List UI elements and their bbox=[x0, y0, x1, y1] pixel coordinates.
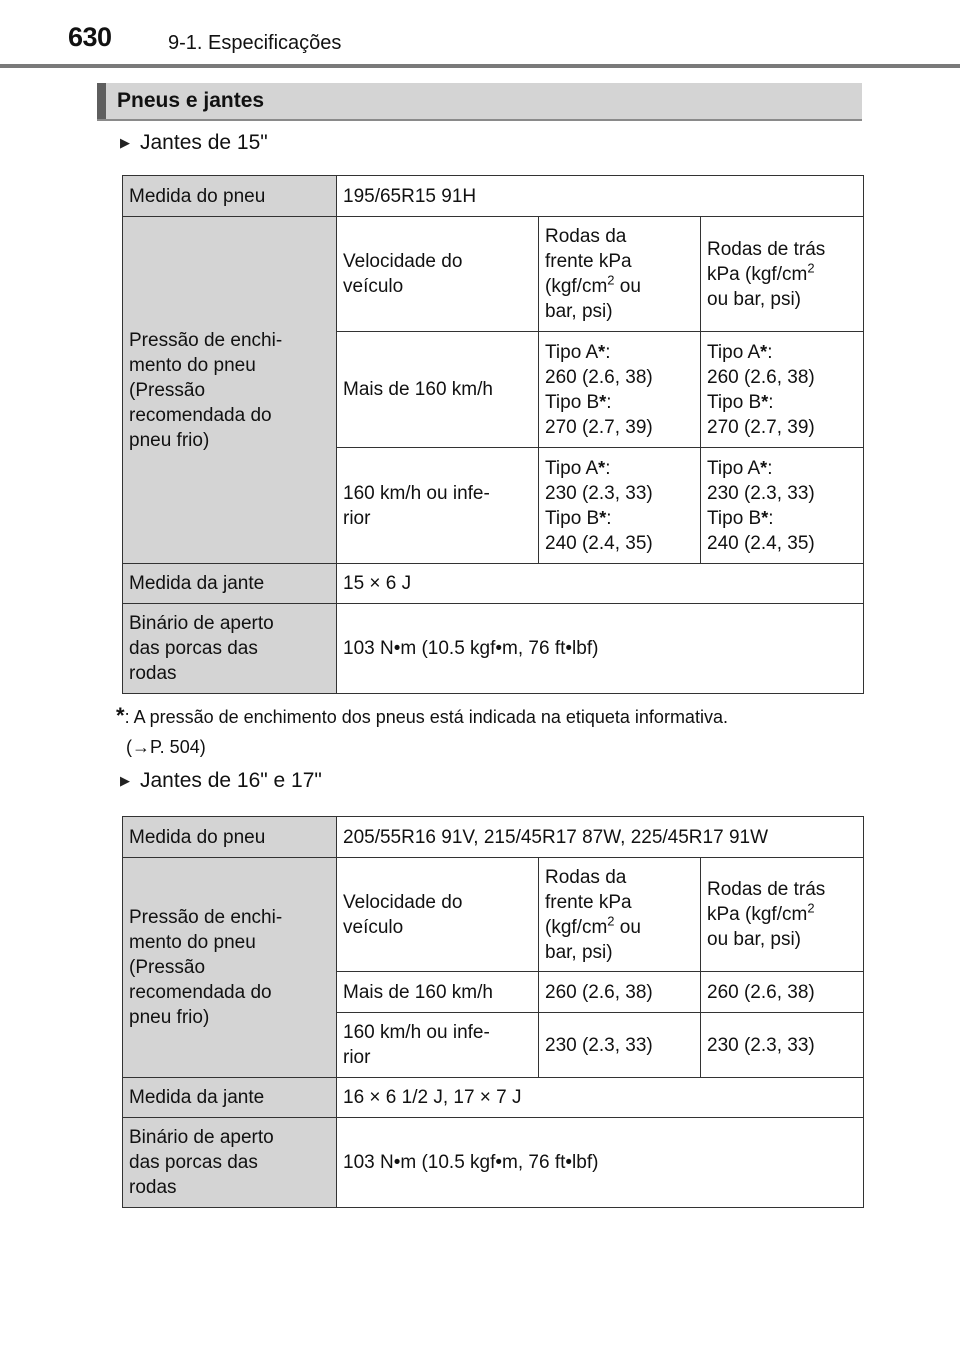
front-header-text: Rodas da frente kPa (kgf/cm bbox=[545, 226, 632, 297]
pressure-value: 230 (2.3, 33) bbox=[545, 482, 653, 504]
asterisk: * bbox=[761, 507, 769, 528]
speed-header-text: Velocidade do veículo bbox=[343, 251, 463, 297]
table-row bbox=[123, 564, 864, 604]
pressure-value: 240 (2.4, 35) bbox=[707, 532, 815, 554]
rear-header-text: ou bar, psi) bbox=[707, 288, 801, 310]
table-row bbox=[123, 1118, 864, 1208]
rim-label: Medida da jante bbox=[123, 1078, 337, 1118]
rear-header bbox=[701, 217, 864, 332]
type-label: Tipo B bbox=[545, 507, 600, 529]
footnote bbox=[116, 702, 876, 762]
rear-header-text: Rodas de trás kPa (kgf/cm bbox=[707, 238, 826, 285]
torque-label bbox=[123, 1118, 337, 1208]
superscript: 2 bbox=[607, 272, 615, 288]
asterisk: * bbox=[760, 457, 768, 478]
asterisk: * bbox=[599, 507, 607, 528]
header-rule bbox=[0, 64, 960, 68]
triangle-bullet-icon: ▶ bbox=[120, 773, 130, 788]
torque-value: 103 N•m (10.5 kgf•m, 76 ft•lbf) bbox=[337, 604, 864, 694]
speed-header bbox=[337, 217, 539, 332]
speed-value bbox=[337, 448, 539, 564]
speed-header-text: Velocidade do veículo bbox=[343, 891, 463, 938]
table1 bbox=[122, 175, 864, 694]
type-label: Tipo A bbox=[545, 341, 599, 363]
rim-label: Medida da jante bbox=[123, 564, 337, 604]
asterisk: * bbox=[761, 391, 769, 412]
asterisk: * bbox=[598, 341, 606, 362]
speed-value: Mais de 160 km/h bbox=[337, 972, 539, 1013]
table-row bbox=[123, 1078, 864, 1118]
pressure-label bbox=[123, 858, 337, 1078]
rim-value: 16 × 6 1/2 J, 17 × 7 J bbox=[337, 1078, 864, 1118]
heading-title: Pneus e jantes bbox=[117, 89, 265, 112]
rear-header-text: Rodas de trás kPa (kgf/cm bbox=[707, 879, 826, 925]
footnote-line bbox=[116, 702, 876, 732]
triangle-bullet-icon: ▶ bbox=[120, 135, 130, 150]
tire-size-label: Medida do pneu bbox=[123, 176, 337, 217]
table1-subtitle-text: Jantes de 15" bbox=[140, 131, 268, 154]
type-label: Tipo B bbox=[707, 507, 762, 529]
pressure-label bbox=[123, 217, 337, 564]
asterisk: * bbox=[598, 457, 606, 478]
pressure-value: 270 (2.7, 39) bbox=[707, 416, 815, 438]
front-pressure: Tipo A*: 260 (2.6, 38) Tipo B*: 270 (2.7, 39) bbox=[539, 332, 701, 448]
pressure-label-text: Pressão de enchi- mento do pneu (Pressão recomendada do pneu frio) bbox=[129, 329, 283, 451]
pressure-value: 240 (2.4, 35) bbox=[545, 532, 653, 554]
torque-label bbox=[123, 604, 337, 694]
pressure-label-text: Pressão de enchi- mento do pneu (Pressão recomendada do pneu frio) bbox=[129, 907, 283, 1028]
table2 bbox=[122, 816, 864, 1208]
pressure-value: 260 (2.6, 38) bbox=[707, 366, 815, 388]
table-row bbox=[123, 604, 864, 694]
rim-value: 15 × 6 J bbox=[337, 564, 864, 604]
speed-value bbox=[337, 1013, 539, 1078]
table2-subtitle bbox=[120, 769, 322, 793]
rear-header bbox=[701, 858, 864, 972]
section-title: 9-1. Especificações bbox=[168, 32, 342, 54]
table1-subtitle bbox=[120, 131, 268, 155]
tire-size-value: 195/65R15 91H bbox=[337, 176, 864, 217]
tire-size-value: 205/55R16 91V, 215/45R17 87W, 225/45R17 91W bbox=[337, 817, 864, 858]
front-pressure: 260 (2.6, 38) bbox=[539, 972, 701, 1013]
table-row bbox=[123, 217, 864, 332]
front-header bbox=[539, 858, 701, 972]
pressure-value: 230 (2.3, 33) bbox=[707, 482, 815, 504]
type-label: Tipo A bbox=[707, 457, 761, 479]
asterisk: * bbox=[760, 341, 768, 362]
speed-header bbox=[337, 858, 539, 972]
torque-label-text: Binário de aperto das porcas das rodas bbox=[129, 613, 274, 684]
type-label: Tipo A bbox=[707, 341, 761, 363]
asterisk: * bbox=[599, 391, 607, 412]
type-label: Tipo B bbox=[707, 391, 762, 413]
speed-value-text: 160 km/h ou infe- rior bbox=[343, 1022, 490, 1068]
footnote-text: : A pressão de enchimento dos pneus está indicada na etiqueta informativa. bbox=[124, 707, 728, 727]
superscript: 2 bbox=[807, 900, 815, 916]
table-row bbox=[123, 817, 864, 858]
rear-pressure: Tipo A*: 260 (2.6, 38) Tipo B*: 270 (2.7, 39) bbox=[701, 332, 864, 448]
table-row bbox=[123, 176, 864, 217]
footnote-asterisk: * bbox=[116, 703, 125, 728]
rear-pressure: 260 (2.6, 38) bbox=[701, 972, 864, 1013]
front-header bbox=[539, 217, 701, 332]
torque-value: 103 N•m (10.5 kgf•m, 76 ft•lbf) bbox=[337, 1118, 864, 1208]
type-label: Tipo A bbox=[545, 457, 599, 479]
front-header-text: ou bar, psi) bbox=[545, 276, 641, 322]
table-row bbox=[123, 858, 864, 972]
footnote-ref-text: (→P. 504) bbox=[126, 737, 206, 757]
rear-pressure: 230 (2.3, 33) bbox=[701, 1013, 864, 1078]
heading-bar bbox=[97, 83, 862, 121]
heading-accent bbox=[97, 83, 106, 119]
pressure-value: 260 (2.6, 38) bbox=[545, 366, 653, 388]
superscript: 2 bbox=[607, 913, 615, 929]
front-pressure: 230 (2.3, 33) bbox=[539, 1013, 701, 1078]
front-header-text: ou bar, psi) bbox=[545, 916, 641, 963]
page-number: 630 bbox=[68, 22, 112, 52]
rear-pressure: Tipo A*: 230 (2.3, 33) Tipo B*: 240 (2.4, 35) bbox=[701, 448, 864, 564]
torque-label-text: Binário de aperto das porcas das rodas bbox=[129, 1127, 274, 1198]
table2-subtitle-text: Jantes de 16" e 17" bbox=[140, 769, 322, 792]
front-header-text: Rodas da frente kPa (kgf/cm bbox=[545, 866, 632, 938]
type-label: Tipo B bbox=[545, 391, 600, 413]
superscript: 2 bbox=[807, 260, 815, 276]
tire-size-label: Medida do pneu bbox=[123, 817, 337, 858]
pressure-value: 270 (2.7, 39) bbox=[545, 416, 653, 438]
speed-value-text: 160 km/h ou infe- rior bbox=[343, 482, 490, 529]
speed-value: Mais de 160 km/h bbox=[337, 332, 539, 448]
front-pressure: Tipo A*: 230 (2.3, 33) Tipo B*: 240 (2.4, 35) bbox=[539, 448, 701, 564]
footnote-ref bbox=[116, 732, 876, 762]
rear-header-text: ou bar, psi) bbox=[707, 929, 801, 950]
